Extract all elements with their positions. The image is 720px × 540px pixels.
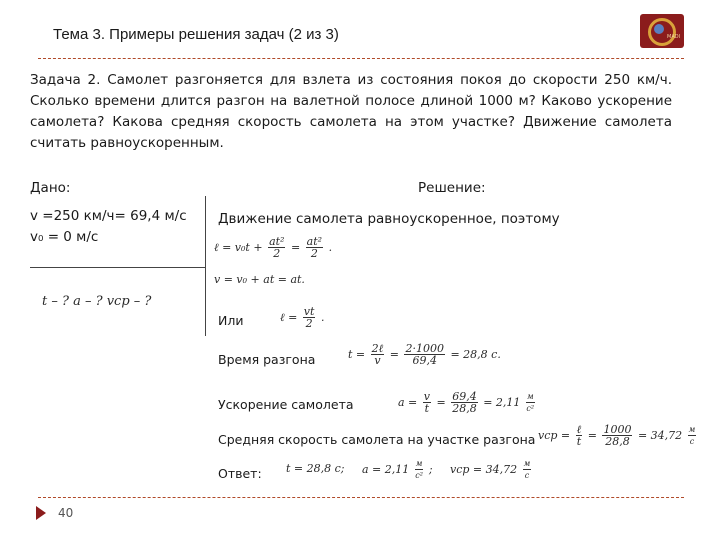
header-divider <box>38 58 684 59</box>
page-number: 40 <box>58 506 74 520</box>
given-initial-velocity: v₀ = 0 м/с <box>30 229 99 245</box>
answer-acceleration: a = 2,11 $\frac{м}{\text{с²}}$ ; <box>362 459 433 480</box>
answer-label: Ответ: <box>218 466 262 481</box>
acceleration-label: Ускорение самолета <box>218 397 354 412</box>
formula-time: t = $\frac{\text{2ℓ}}{v}$ = $\frac{2\cdot 1000}{69,4}$ = 28,8 c. <box>348 342 501 367</box>
formula-average-speed: vср = $\frac{\text{ℓ}}{t}$ = $\frac{1000}{28,8}$ = 34,72 $\frac{м}{с}$ <box>538 423 696 448</box>
given-label: Дано: <box>30 180 71 196</box>
university-logo <box>640 14 684 48</box>
solution-intro: Движение самолета равноускоренное, поэтому <box>218 211 560 227</box>
logo-caption: MADI <box>667 34 681 40</box>
find-unknowns: t – ? a – ? vср – ? <box>42 294 152 309</box>
slide-arrow-icon <box>36 506 46 520</box>
formula-distance-alt: ℓ = $\frac{vt}{2}$ . <box>280 305 325 330</box>
slide-title: Тема 3. Примеры решения задач (2 из 3) <box>53 26 339 43</box>
formula-acceleration: a = $\frac{v}{t}$ = $\frac{69,4}{28,8}$ = 2,11 $\frac{м}{\text{с²}}$ <box>398 390 535 415</box>
time-label: Время разгона <box>218 352 316 367</box>
footer-divider <box>38 497 684 498</box>
solution-label: Решение: <box>418 180 486 196</box>
formula-velocity: v = v₀ + at = at. <box>214 273 305 286</box>
answer-time: t = 28,8 c; <box>286 462 345 475</box>
given-divider-vertical <box>205 196 206 336</box>
problem-statement: Задача 2. Самолет разгоняется для взлета из состояния покоя до скорости 250 км/ч. Сколько времени длится разгон на валетной полосе длиной 1000 м? Каково ускорение самолета? Какова средняя скорость самолета на этом участке? Движение самолета считать равноускоренным. <box>30 72 672 151</box>
given-velocity: v =250 км/ч= 69,4 м/с <box>30 208 187 224</box>
answer-average-speed: vср = 34,72 $\frac{м}{с}$ <box>450 459 531 480</box>
given-divider-horizontal <box>30 267 205 268</box>
logo-globe-icon <box>654 24 664 34</box>
average-speed-label: Средняя скорость самолета на участке разгона <box>218 432 536 447</box>
formula-distance: ℓ = v₀t + $\frac{\text{at²}}{2}$ = $\frac{\text{at²}}{2}$ . <box>214 235 333 260</box>
or-label: Или <box>218 313 244 328</box>
